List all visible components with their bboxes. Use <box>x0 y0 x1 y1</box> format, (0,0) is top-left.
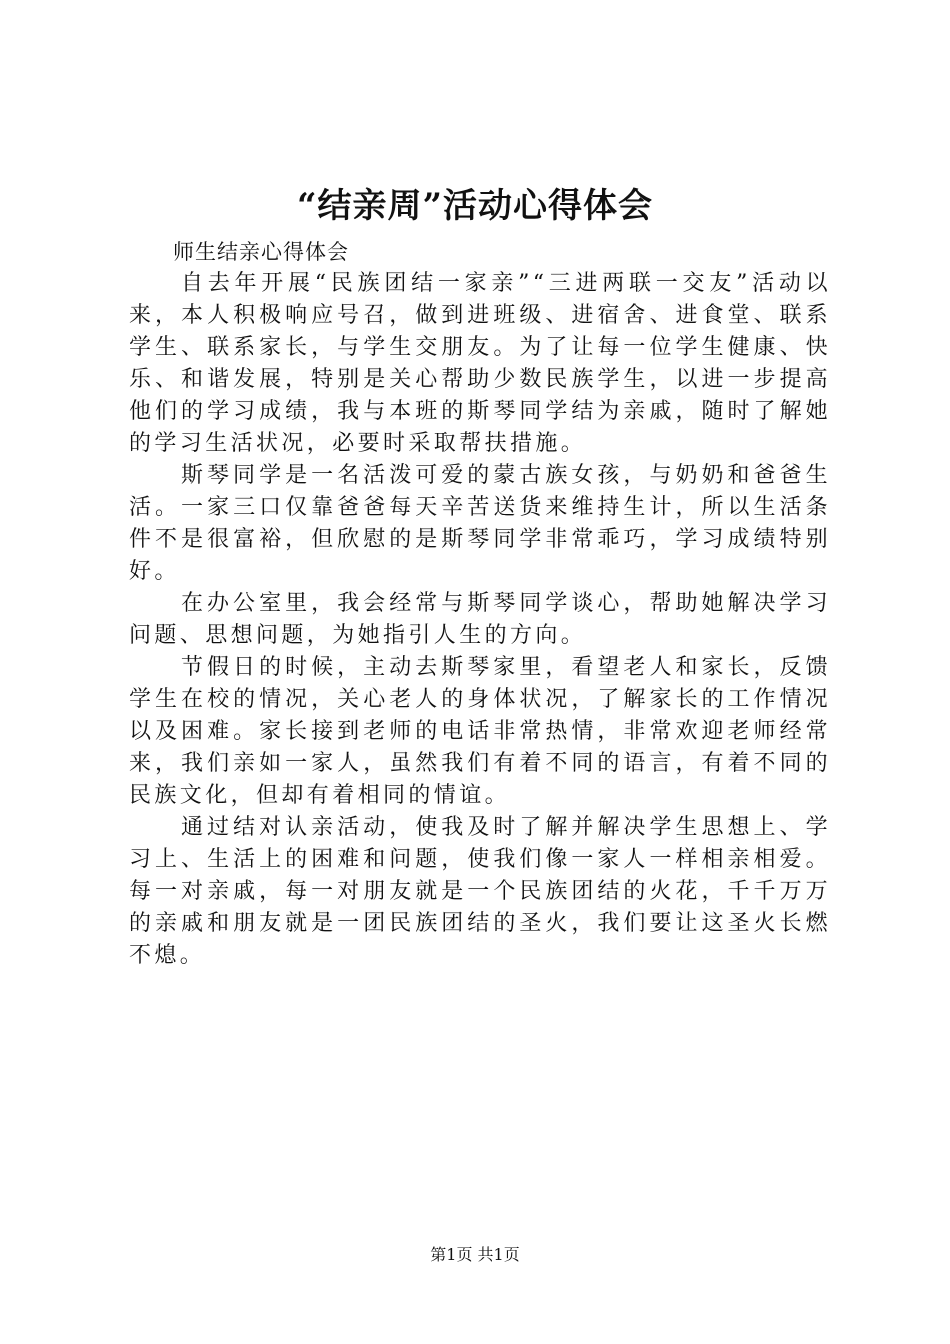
page-title: “结亲周”活动心得体会 <box>296 186 654 226</box>
paragraph: 在办公室里，我会经常与斯琴同学谈心，帮助她解决学习问题、思想问题，为她指引人生的方向。 <box>129 591 831 648</box>
document-body <box>129 236 831 972</box>
page-footer: 第1页 共1页 <box>430 1245 520 1264</box>
paragraph: 节假日的时候，主动去斯琴家里，看望老人和家长，反馈学生在校的情况，关心老人的身体状况，了解家长的工作情况以及困难。家长接到老师的电话非常热情，非常欢迎老师经常来，我们亲如一家人，虽然我们有着不同的语言，有着不同的民族文化，但却有着相同的情谊。 <box>129 655 831 808</box>
paragraph: 通过结对认亲活动，使我及时了解并解决学生思想上、学习上、生活上的困难和问题，使我们像一家人一样相亲相爱。每一对亲戚，每一对朋友就是一个民族团结的火花，千千万万的亲戚和朋友就是一团民族团结的圣火，我们要让这圣火长燃不熄。 <box>129 815 831 968</box>
paragraph: 斯琴同学是一名活泼可爱的蒙古族女孩，与奶奶和爸爸生活。一家三口仅靠爸爸每天辛苦送货来维持生计，所以生活条件不是很富裕，但欣慰的是斯琴同学非常乖巧，学习成绩特别好。 <box>129 463 831 584</box>
paragraph: 自去年开展“民族团结一家亲”“三进两联一交友”活动以来，本人积极响应号召，做到进班级、进宿舍、进食堂、联系学生、联系家长，与学生交朋友。为了让每一位学生健康、快乐、和谐发展，特别是关心帮助少数民族学生，以进一步提高他们的学习成绩，我与本班的斯琴同学结为亲戚，随时了解她的学习生活状况，必要时采取帮扶措施。 <box>129 271 831 456</box>
document-subtitle: 师生结亲心得体会 <box>173 240 349 264</box>
